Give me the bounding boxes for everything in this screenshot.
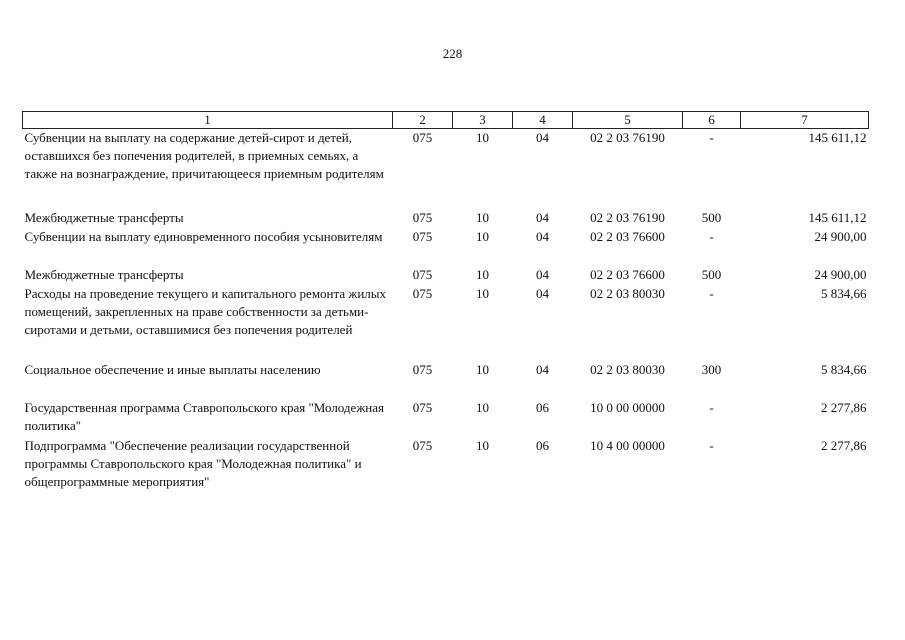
- row-ministry-code: 075: [412, 130, 433, 145]
- row-section: 10: [476, 130, 489, 145]
- row-section: 10: [476, 437, 489, 453]
- row-expense-type: 500: [701, 209, 722, 225]
- row-subsection: 04: [536, 209, 549, 225]
- row-ministry-code: 075: [412, 209, 433, 225]
- table-row: [23, 361, 869, 399]
- row-name: Подпрограмма "Обеспечение реализации государственной программы Ставропольского края "Молодежная политика" и общепрограммные мероприятия": [24, 437, 362, 489]
- row-section: 10: [476, 266, 489, 282]
- col-header-5: 5: [573, 112, 683, 129]
- col-header-7: 7: [741, 112, 869, 129]
- row-subsection: 04: [536, 285, 549, 301]
- row-ministry-code: 075: [412, 437, 433, 453]
- row-ministry-code: 075: [412, 266, 433, 282]
- row-amount: 5 834,66: [821, 361, 867, 377]
- row-section: 10: [476, 285, 489, 301]
- row-ministry-code: 075: [412, 285, 433, 301]
- row-subsection: 04: [536, 228, 549, 244]
- table-row: [23, 209, 869, 228]
- row-ministry-code: 075: [412, 228, 433, 244]
- row-target-code: 10 0 00 00000: [590, 399, 665, 415]
- row-section: 10: [476, 399, 489, 415]
- row-target-code: 02 2 03 76190: [590, 209, 665, 225]
- col-header-6: 6: [683, 112, 741, 129]
- row-ministry-code: 075: [412, 399, 433, 415]
- row-name: Межбюджетные трансферты: [24, 209, 184, 225]
- table-row: [23, 129, 869, 209]
- row-subsection: 04: [536, 266, 549, 282]
- row-amount: 2 277,86: [821, 437, 867, 453]
- row-target-code: 02 2 03 80030: [590, 285, 665, 301]
- row-amount: 5 834,66: [821, 285, 867, 301]
- row-expense-type: -: [709, 228, 714, 244]
- row-name: Расходы на проведение текущего и капитального ремонта жилых помещений, закрепленных на праве собственности за детьми-сиротами и детьми, оставшимися без попечения родителей: [24, 285, 387, 337]
- row-section: 10: [476, 228, 489, 244]
- row-target-code: 02 2 03 76600: [590, 266, 665, 282]
- row-expense-type: -: [709, 437, 714, 453]
- row-expense-type: -: [709, 399, 714, 415]
- row-section: 10: [476, 209, 489, 225]
- page-number: 228: [442, 46, 463, 61]
- col-header-3: 3: [453, 112, 513, 129]
- row-amount: 2 277,86: [821, 399, 867, 415]
- row-expense-type: 300: [701, 361, 722, 377]
- header-row: [23, 112, 869, 129]
- budget-table: [22, 111, 869, 513]
- row-subsection: 06: [536, 437, 549, 453]
- row-section: 10: [476, 361, 489, 377]
- row-target-code: 10 4 00 00000: [590, 437, 665, 453]
- table-row: [23, 437, 869, 513]
- row-subsection: 04: [536, 130, 549, 145]
- row-name: Государственная программа Ставропольского края "Молодежная политика": [24, 399, 385, 433]
- row-subsection: 04: [536, 361, 549, 377]
- row-target-code: 02 2 03 80030: [590, 361, 665, 377]
- row-name: Субвенции на выплату на содержание детей-сирот и детей, оставшихся без попечения родителей, в приемных семьях, а также на вознаграждение, причитающееся приемным родителям: [24, 130, 384, 181]
- table-row: [23, 399, 869, 437]
- table-row: [23, 266, 869, 285]
- row-ministry-code: 075: [412, 361, 433, 377]
- col-header-2: 2: [393, 112, 453, 129]
- col-header-4: 4: [513, 112, 573, 129]
- row-name: Субвенции на выплату единовременного пособия усыновителям: [24, 228, 383, 244]
- row-name: Межбюджетные трансферты: [24, 266, 184, 282]
- row-expense-type: -: [709, 285, 714, 301]
- row-name: Социальное обеспечение и иные выплаты населению: [24, 361, 321, 377]
- row-amount: 24 900,00: [814, 266, 867, 282]
- row-subsection: 06: [536, 399, 549, 415]
- row-expense-type: 500: [701, 266, 722, 282]
- col-header-1: 1: [23, 112, 393, 129]
- table-row: [23, 285, 869, 361]
- row-target-code: 02 2 03 76600: [590, 228, 665, 244]
- row-target-code: 02 2 03 76190: [590, 130, 665, 145]
- row-amount: 24 900,00: [814, 228, 867, 244]
- row-amount: 145 611,12: [808, 130, 867, 145]
- row-expense-type: -: [709, 130, 714, 145]
- table-row: [23, 228, 869, 266]
- row-amount: 145 611,12: [808, 209, 867, 225]
